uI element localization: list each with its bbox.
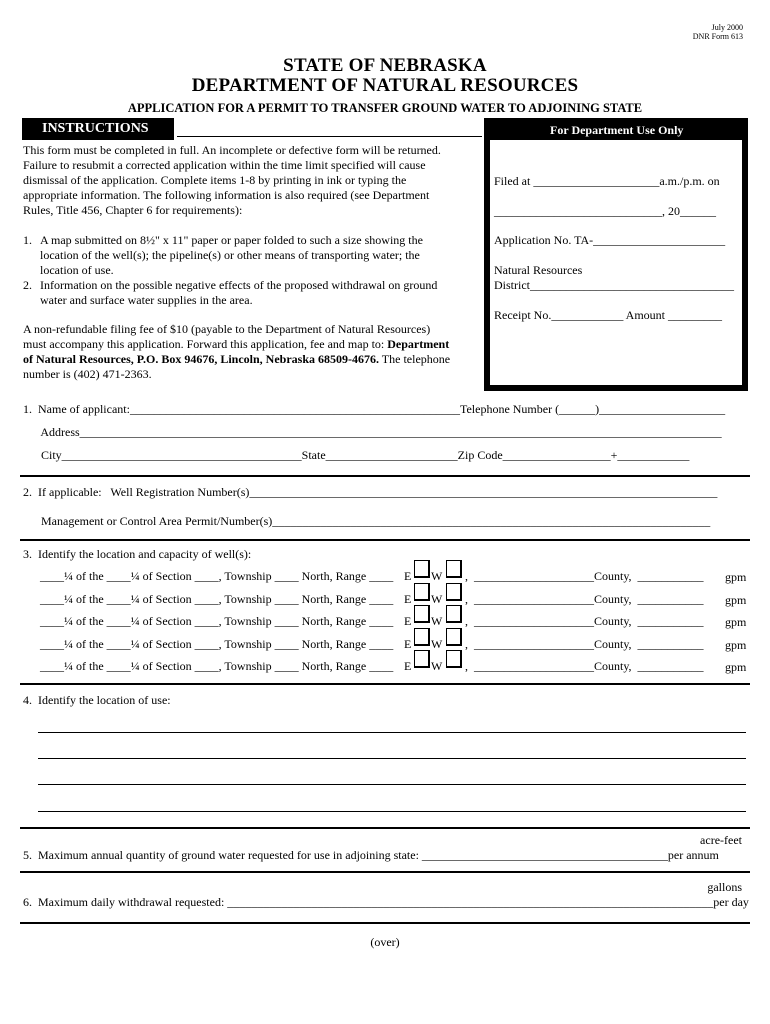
dept-use-heading: For Department Use Only	[550, 123, 684, 137]
location-of-use-label: 4. Identify the location of use:	[23, 693, 171, 707]
east-label: E	[404, 614, 412, 628]
state-title: STATE OF NEBRASKA	[283, 55, 487, 76]
department-title: DEPARTMENT OF NATURAL RESOURCES	[191, 75, 579, 96]
dept-use-divider	[484, 140, 490, 390]
east-checkbox[interactable]	[414, 628, 430, 646]
well-legal-description-field[interactable]: ____¼ of the ____¼ of Section ____, Township ____ North, Range ____	[40, 592, 394, 606]
location-of-use-line[interactable]	[38, 732, 746, 733]
instruction-item-1-number: 1.	[23, 233, 32, 247]
county-capacity-field[interactable]: , ____________________County, ___________	[465, 659, 704, 673]
instruction-item-2: Information on the possible negative effects of the proposed withdrawal on ground water and surface water supplies in the area.	[40, 278, 438, 307]
county-capacity-field[interactable]: , ____________________County, ___________	[465, 637, 704, 651]
east-checkbox[interactable]	[414, 560, 430, 578]
county-capacity-field[interactable]: , ____________________County, ___________	[465, 592, 704, 606]
dept-use-bottom-border	[484, 385, 748, 391]
section-divider	[20, 475, 750, 477]
gpm-label: gpm	[725, 615, 747, 629]
west-checkbox[interactable]	[446, 583, 462, 601]
daily-withdrawal-field[interactable]: 6. Maximum daily withdrawal requested: _________________________________________________________________________________per day	[23, 895, 749, 909]
over-note: (over)	[370, 935, 400, 949]
instruction-item-1: A map submitted on 8½" x 11" paper or paper folded to such a size showing the location of the well(s); the pipeline(s) or other means of transporting water; the location of use.	[40, 233, 423, 277]
instructions-heading: INSTRUCTIONS	[42, 121, 149, 136]
west-checkbox[interactable]	[446, 560, 462, 578]
west-label: W	[431, 659, 443, 673]
well-location-label: 3. Identify the location and capacity of well(s):	[23, 547, 252, 561]
nrd-label: Natural Resources	[494, 263, 583, 277]
east-checkbox[interactable]	[414, 650, 430, 668]
east-checkbox[interactable]	[414, 583, 430, 601]
address-field[interactable]: Address___________________________________________________________________________________________________________	[23, 425, 722, 439]
well-legal-description-field[interactable]: ____¼ of the ____¼ of Section ____, Township ____ North, Range ____	[40, 614, 394, 628]
header-gap	[177, 121, 482, 137]
section-divider	[20, 922, 750, 924]
east-checkbox[interactable]	[414, 605, 430, 623]
gallons-unit: gallons	[707, 880, 742, 894]
application-number-field[interactable]: Application No. TA-______________________	[494, 233, 726, 247]
west-checkbox[interactable]	[446, 605, 462, 623]
instruction-item-2-number: 2.	[23, 278, 32, 292]
west-label: W	[431, 569, 443, 583]
east-label: E	[404, 592, 412, 606]
filed-date-field[interactable]: ____________________________, 20______	[494, 204, 716, 218]
section-divider	[20, 683, 750, 685]
instructions-paragraph: This form must be completed in full. An incomplete or defective form will be returned. Failure to resubmit a corrected application within the time limit specified will cause dismissal of the application. Complete items 1-8 by printing in ink or typing the appropriate information. The following information is also required (see Department Rules, Title 456, Chapter 6 for requirements):	[23, 143, 441, 217]
acre-feet-unit: acre-feet	[700, 833, 742, 847]
management-area-permit-field[interactable]: Management or Control Area Permit/Number(s)_________________________________________________________________________	[23, 514, 711, 528]
gpm-label: gpm	[725, 660, 747, 674]
location-of-use-line[interactable]	[38, 811, 746, 812]
county-capacity-field[interactable]: , ____________________County, ___________	[465, 614, 704, 628]
well-legal-description-field[interactable]: ____¼ of the ____¼ of Section ____, Township ____ North, Range ____	[40, 569, 394, 583]
gpm-label: gpm	[725, 593, 747, 607]
west-label: W	[431, 614, 443, 628]
county-capacity-field[interactable]: , ____________________County, ___________	[465, 569, 704, 583]
east-label: E	[404, 569, 412, 583]
nrd-district-field[interactable]: District__________________________________	[494, 278, 734, 292]
west-label: W	[431, 592, 443, 606]
west-checkbox[interactable]	[446, 650, 462, 668]
section-divider	[20, 871, 750, 873]
filed-at-field[interactable]: Filed at _____________________a.m./p.m. on	[494, 174, 720, 188]
gpm-label: gpm	[725, 570, 747, 584]
receipt-amount-field[interactable]: Receipt No.____________ Amount _________	[494, 308, 722, 322]
annual-quantity-field[interactable]: 5. Maximum annual quantity of ground water requested for use in adjoining state: _________________________________________per annum	[23, 848, 719, 862]
east-label: E	[404, 637, 412, 651]
well-legal-description-field[interactable]: ____¼ of the ____¼ of Section ____, Township ____ North, Range ____	[40, 637, 394, 651]
gpm-label: gpm	[725, 638, 747, 652]
form-subtitle: APPLICATION FOR A PERMIT TO TRANSFER GROUND WATER TO ADJOINING STATE	[127, 101, 643, 115]
city-state-zip-field[interactable]: City________________________________________State______________________Zip Code__________________+____________	[23, 448, 690, 462]
west-label: W	[431, 637, 443, 651]
fee-instructions: A non-refundable filing fee of $10 (payable to the Department of Natural Resources) must accompany this application. Forward this application, fee and map to: Department of Natural Resources, P.O. Box 94676, Lincoln, Nebraska 68509-4676. The telephone number is (402) 471-2363.	[23, 322, 451, 381]
section-divider	[20, 539, 750, 541]
applicant-name-field[interactable]: 1. Name of applicant:_______________________________________________________Telephone Number (______)_____________________	[23, 402, 726, 416]
dept-use-right-border	[742, 140, 748, 390]
well-legal-description-field[interactable]: ____¼ of the ____¼ of Section ____, Township ____ North, Range ____	[40, 659, 394, 673]
east-label: E	[404, 659, 412, 673]
west-checkbox[interactable]	[446, 628, 462, 646]
section-divider	[20, 827, 750, 829]
form-date: July 2000	[711, 23, 743, 32]
location-of-use-line[interactable]	[38, 784, 746, 785]
well-registration-field[interactable]: 2. If applicable: Well Registration Number(s)______________________________________________________________________________	[23, 485, 718, 499]
form-number: DNR Form 613	[692, 32, 743, 41]
location-of-use-line[interactable]	[38, 758, 746, 759]
